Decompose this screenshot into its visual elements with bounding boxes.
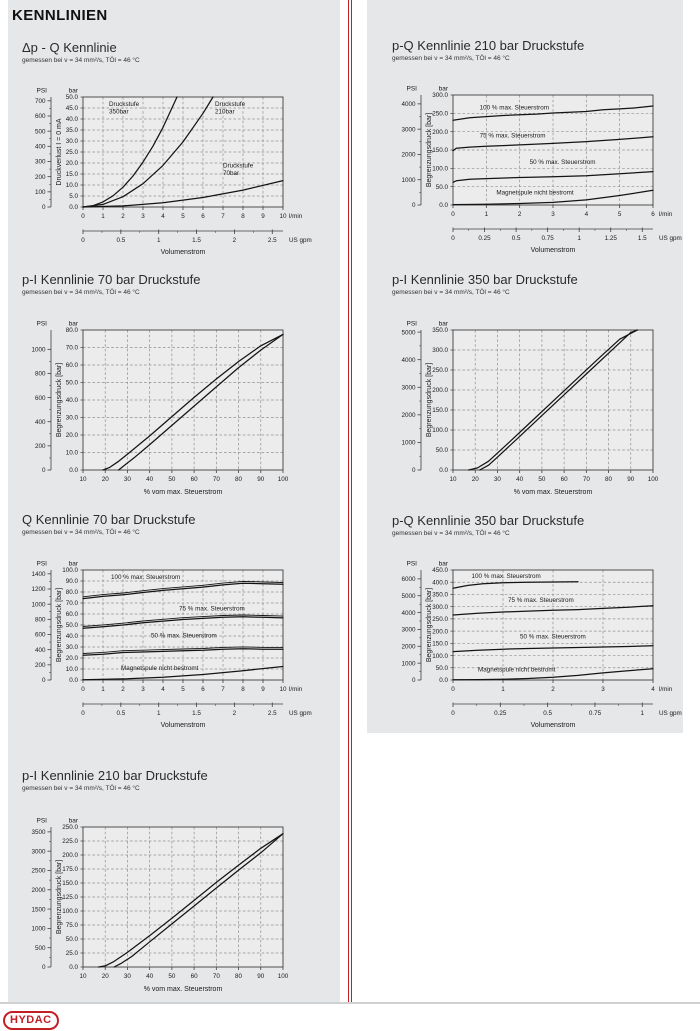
svg-text:3: 3 — [141, 213, 145, 220]
svg-text:0.75: 0.75 — [588, 710, 602, 717]
svg-text:1: 1 — [640, 710, 645, 717]
svg-text:1000: 1000 — [401, 439, 416, 447]
svg-text:400.0: 400.0 — [432, 579, 448, 587]
chart-plot-p-i-kennlinie-210bar — [7, 815, 329, 997]
svg-text:100: 100 — [277, 476, 289, 483]
svg-text:Begrenzungsdruck [bar]: Begrenzungsdruck [bar] — [426, 112, 433, 188]
svg-text:4000: 4000 — [401, 101, 416, 109]
svg-text:400: 400 — [34, 646, 46, 654]
chart-plot-p-q-kennlinie-210bar — [377, 83, 699, 257]
svg-text:20.0: 20.0 — [65, 160, 78, 168]
red-column-separator — [348, 0, 352, 1002]
svg-text:100 % max. Steuerstrom: 100 % max. Steuerstrom — [471, 572, 541, 580]
svg-text:25.0: 25.0 — [65, 149, 78, 157]
chart-title-q-70: Q Kennlinie 70 bar Druckstufe — [22, 512, 196, 527]
svg-text:250.0: 250.0 — [432, 616, 448, 624]
svg-text:600: 600 — [34, 394, 46, 402]
svg-text:70.0: 70.0 — [65, 344, 78, 352]
chart-subtitle-pi-70: gemessen bei ν = 34 mm²/s, TÖl = 46 °C — [22, 289, 140, 296]
svg-text:50 % max. Steuerstrom: 50 % max. Steuerstrom — [520, 633, 586, 641]
chart-subtitle-pi-350: gemessen bei ν = 34 mm²/s, TÖl = 46 °C — [392, 289, 510, 296]
svg-text:20: 20 — [101, 973, 109, 980]
svg-text:2: 2 — [232, 237, 237, 244]
svg-text:3: 3 — [601, 686, 605, 693]
svg-text:50.0: 50.0 — [65, 94, 78, 102]
svg-text:1000: 1000 — [401, 660, 416, 668]
svg-text:300.0: 300.0 — [432, 92, 448, 100]
svg-text:l/min: l/min — [659, 686, 673, 693]
svg-text:100.0: 100.0 — [432, 427, 448, 435]
svg-text:6: 6 — [651, 211, 655, 218]
svg-text:30: 30 — [123, 973, 131, 980]
svg-text:5: 5 — [181, 686, 185, 693]
svg-text:90: 90 — [627, 476, 635, 483]
svg-text:3000: 3000 — [31, 848, 46, 856]
svg-text:0: 0 — [81, 213, 85, 220]
svg-text:50 % max. Steuerstrom: 50 % max. Steuerstrom — [529, 158, 596, 166]
svg-text:100.0: 100.0 — [432, 165, 448, 173]
svg-text:0: 0 — [451, 235, 455, 242]
svg-text:2000: 2000 — [31, 886, 46, 894]
svg-text:80.0: 80.0 — [65, 327, 78, 335]
svg-text:0: 0 — [451, 211, 455, 218]
svg-text:200.0: 200.0 — [432, 387, 448, 395]
svg-text:75 % max. Steuerstrom: 75 % max. Steuerstrom — [479, 132, 546, 140]
svg-text:PSI: PSI — [36, 560, 47, 568]
svg-text:5: 5 — [181, 213, 185, 220]
svg-text:500: 500 — [34, 944, 46, 952]
svg-text:30.0: 30.0 — [65, 644, 78, 652]
svg-text:0: 0 — [451, 710, 455, 717]
svg-text:0: 0 — [411, 467, 416, 475]
svg-text:PSI: PSI — [406, 320, 417, 328]
svg-text:10.0: 10.0 — [65, 182, 78, 190]
svg-text:200.0: 200.0 — [432, 128, 448, 136]
svg-text:0: 0 — [41, 964, 46, 972]
svg-text:50.0: 50.0 — [435, 447, 448, 455]
svg-text:10: 10 — [79, 973, 87, 980]
chart-title-pq-350: p-Q Kennlinie 350 bar Druckstufe — [392, 513, 585, 528]
svg-text:Magnetspule nicht bestromt: Magnetspule nicht bestromt — [121, 665, 199, 673]
svg-text:10.0: 10.0 — [65, 449, 78, 457]
chart-subtitle-pq-350: gemessen bei ν = 34 mm²/s, TÖl = 46 °C — [392, 530, 510, 537]
svg-text:10: 10 — [279, 686, 287, 693]
svg-text:4: 4 — [651, 686, 655, 693]
svg-text:PSI: PSI — [406, 560, 417, 568]
svg-text:Volumenstrom: Volumenstrom — [160, 722, 206, 729]
svg-text:0.0: 0.0 — [439, 467, 448, 475]
svg-text:0: 0 — [81, 237, 85, 244]
svg-text:3000: 3000 — [401, 626, 416, 634]
chart-canvas-pq-350 — [377, 558, 699, 737]
chart-plot-p-i-kennlinie-350bar — [377, 318, 699, 500]
svg-text:350.0: 350.0 — [432, 327, 448, 335]
svg-text:20: 20 — [471, 476, 479, 483]
svg-text:10: 10 — [449, 476, 457, 483]
svg-text:350.0: 350.0 — [432, 591, 448, 599]
svg-text:1: 1 — [501, 686, 505, 693]
svg-text:1: 1 — [101, 686, 105, 693]
svg-text:2.5: 2.5 — [267, 710, 277, 717]
svg-text:35.0: 35.0 — [65, 127, 78, 135]
svg-text:2000: 2000 — [401, 412, 416, 420]
svg-text:US gpm: US gpm — [659, 710, 682, 717]
footer-divider — [0, 1002, 700, 1004]
chart-title-pi-210: p-I Kennlinie 210 bar Druckstufe — [22, 768, 208, 783]
svg-text:Begrenzungsdruck [bar]: Begrenzungsdruck [bar] — [56, 362, 63, 438]
svg-text:1.5: 1.5 — [637, 235, 647, 242]
svg-text:40.0: 40.0 — [65, 633, 78, 641]
svg-text:7: 7 — [221, 213, 225, 220]
svg-text:500: 500 — [34, 128, 46, 136]
svg-text:0: 0 — [41, 467, 46, 475]
svg-text:0: 0 — [411, 677, 416, 685]
svg-text:90: 90 — [257, 973, 265, 980]
svg-text:30: 30 — [123, 476, 131, 483]
svg-text:0.5: 0.5 — [116, 710, 126, 717]
svg-text:75.0: 75.0 — [65, 922, 78, 930]
svg-text:4000: 4000 — [401, 356, 416, 364]
svg-text:2000: 2000 — [401, 643, 416, 651]
chart-plot-p-i-kennlinie-70bar — [7, 318, 329, 500]
svg-text:1000: 1000 — [31, 925, 46, 933]
svg-text:80: 80 — [235, 476, 243, 483]
svg-text:15.0: 15.0 — [65, 171, 78, 179]
svg-text:3500: 3500 — [31, 829, 46, 837]
svg-text:450.0: 450.0 — [432, 567, 448, 575]
svg-text:0: 0 — [451, 686, 455, 693]
svg-text:4: 4 — [584, 211, 589, 218]
svg-text:100.0: 100.0 — [432, 652, 448, 660]
svg-text:Volumenstrom: Volumenstrom — [530, 247, 576, 254]
svg-text:25.0: 25.0 — [65, 950, 78, 958]
chart-plot-p-q-kennlinie-350bar — [377, 558, 699, 732]
svg-text:l/min: l/min — [659, 211, 673, 218]
svg-text:50.0: 50.0 — [65, 379, 78, 387]
svg-text:Begrenzungsdruck [bar]: Begrenzungsdruck [bar] — [426, 362, 433, 438]
svg-text:4: 4 — [161, 213, 165, 220]
svg-text:0.0: 0.0 — [439, 202, 448, 210]
svg-text:400: 400 — [34, 143, 46, 151]
svg-text:1: 1 — [577, 235, 581, 242]
svg-text:Volumenstrom: Volumenstrom — [160, 249, 206, 256]
svg-text:3: 3 — [141, 686, 145, 693]
svg-text:250.0: 250.0 — [432, 110, 448, 118]
svg-text:6000: 6000 — [401, 576, 416, 584]
svg-text:125.0: 125.0 — [62, 894, 78, 902]
svg-text:30.0: 30.0 — [65, 138, 78, 146]
chart-canvas-dp-q — [7, 85, 329, 264]
chart-title-pi-350: p-I Kennlinie 350 bar Druckstufe — [392, 272, 578, 287]
svg-text:200: 200 — [34, 173, 46, 181]
svg-text:100: 100 — [647, 476, 659, 483]
svg-text:US gpm: US gpm — [289, 237, 312, 244]
svg-text:50: 50 — [168, 973, 176, 980]
svg-text:70: 70 — [212, 973, 220, 980]
svg-text:2: 2 — [517, 211, 522, 218]
svg-text:1000: 1000 — [31, 601, 46, 609]
svg-text:40: 40 — [146, 973, 154, 980]
svg-text:150.0: 150.0 — [432, 640, 448, 648]
svg-text:1000: 1000 — [401, 176, 416, 184]
svg-text:5000: 5000 — [401, 329, 416, 337]
svg-text:60: 60 — [190, 476, 198, 483]
svg-text:8: 8 — [241, 213, 245, 220]
svg-text:5.0: 5.0 — [69, 193, 78, 201]
svg-text:6: 6 — [201, 213, 205, 220]
svg-text:bar: bar — [68, 560, 78, 568]
chart-canvas-pq-210 — [377, 83, 699, 262]
svg-text:Druckverlust I = 0 mA: Druckverlust I = 0 mA — [56, 118, 63, 186]
svg-text:1500: 1500 — [31, 906, 46, 914]
chart-subtitle-pi-210: gemessen bei ν = 34 mm²/s, TÖl = 46 °C — [22, 785, 140, 792]
svg-text:PSI: PSI — [36, 320, 47, 328]
svg-text:Druckstufe: Druckstufe — [109, 100, 140, 108]
svg-text:bar: bar — [438, 85, 448, 93]
svg-text:50.0: 50.0 — [435, 664, 448, 672]
svg-text:1: 1 — [101, 213, 105, 220]
svg-text:0: 0 — [411, 202, 416, 210]
svg-text:70.0: 70.0 — [65, 600, 78, 608]
chart-subtitle-q-70: gemessen bei ν = 34 mm²/s, TÖl = 46 °C — [22, 529, 140, 536]
svg-text:20.0: 20.0 — [65, 432, 78, 440]
chart-plot-dp-q-kennlinie — [7, 85, 329, 259]
svg-text:Volumenstrom: Volumenstrom — [530, 722, 576, 729]
svg-text:250.0: 250.0 — [62, 824, 78, 832]
svg-text:1200: 1200 — [31, 586, 46, 594]
svg-text:bar: bar — [68, 817, 78, 825]
svg-text:0.25: 0.25 — [478, 235, 491, 242]
chart-canvas-pi-70 — [7, 318, 329, 505]
chart-canvas-pi-350 — [377, 318, 699, 505]
svg-text:80: 80 — [605, 476, 613, 483]
svg-text:PSI: PSI — [36, 817, 47, 825]
svg-text:30: 30 — [493, 476, 501, 483]
svg-text:300.0: 300.0 — [432, 347, 448, 355]
svg-text:200.0: 200.0 — [62, 852, 78, 860]
svg-text:150.0: 150.0 — [432, 407, 448, 415]
svg-text:5000: 5000 — [401, 592, 416, 600]
svg-text:350bar: 350bar — [109, 108, 129, 116]
svg-text:0: 0 — [81, 710, 85, 717]
svg-text:1000: 1000 — [31, 346, 46, 354]
svg-text:2: 2 — [551, 686, 555, 693]
svg-text:5: 5 — [617, 211, 622, 218]
svg-text:60.0: 60.0 — [65, 362, 78, 370]
svg-text:0: 0 — [41, 204, 46, 212]
svg-text:Magnetspule nicht bestromt: Magnetspule nicht bestromt — [478, 666, 556, 674]
svg-text:100.0: 100.0 — [62, 908, 78, 916]
svg-text:75 % max. Steuerstrom: 75 % max. Steuerstrom — [508, 596, 574, 604]
svg-text:PSI: PSI — [406, 85, 417, 93]
svg-text:10: 10 — [279, 213, 287, 220]
svg-text:100.0: 100.0 — [62, 567, 78, 575]
svg-text:1: 1 — [156, 237, 161, 244]
svg-text:9: 9 — [261, 213, 265, 220]
svg-text:45.0: 45.0 — [65, 105, 78, 113]
svg-text:2: 2 — [232, 710, 237, 717]
svg-text:40.0: 40.0 — [65, 397, 78, 405]
svg-text:50 % max. Steuerstrom: 50 % max. Steuerstrom — [151, 632, 217, 640]
svg-text:1.5: 1.5 — [192, 237, 201, 244]
svg-text:100 % max. Steuerstrom: 100 % max. Steuerstrom — [111, 573, 181, 581]
chart-canvas-q-70 — [7, 558, 329, 737]
page-title: KENNLINIEN — [12, 7, 108, 24]
svg-text:210bar: 210bar — [215, 108, 235, 116]
svg-text:0.5: 0.5 — [511, 235, 521, 242]
svg-text:0: 0 — [41, 677, 46, 685]
svg-text:800: 800 — [34, 370, 46, 378]
svg-text:175.0: 175.0 — [62, 866, 78, 874]
svg-text:60.0: 60.0 — [65, 611, 78, 619]
svg-text:2: 2 — [121, 213, 125, 220]
chart-title-pq-210: p-Q Kennlinie 210 bar Druckstufe — [392, 38, 585, 53]
svg-text:40: 40 — [146, 476, 154, 483]
svg-text:50.0: 50.0 — [435, 183, 448, 191]
svg-text:10.0: 10.0 — [65, 666, 78, 674]
svg-text:Begrenzungsdruck [bar]: Begrenzungsdruck [bar] — [56, 587, 63, 663]
svg-text:10: 10 — [79, 476, 87, 483]
chart-subtitle-dp-q: gemessen bei ν = 34 mm²/s, TÖl = 46 °C — [22, 57, 140, 64]
svg-text:20: 20 — [101, 476, 109, 483]
svg-text:% vom max. Steuerstrom: % vom max. Steuerstrom — [513, 489, 593, 496]
svg-text:80.0: 80.0 — [65, 589, 78, 597]
svg-text:50.0: 50.0 — [65, 622, 78, 630]
svg-text:Begrenzungsdruck [bar]: Begrenzungsdruck [bar] — [426, 587, 433, 663]
svg-text:600: 600 — [34, 113, 46, 121]
svg-text:90.0: 90.0 — [65, 578, 78, 586]
svg-text:90: 90 — [257, 476, 265, 483]
chart-title-dp-q: Δp - Q Kennlinie — [22, 40, 117, 55]
svg-text:70bar: 70bar — [223, 169, 240, 177]
svg-text:225.0: 225.0 — [62, 838, 78, 846]
svg-text:60: 60 — [190, 973, 198, 980]
chart-plot-q-kennlinie-70bar — [7, 558, 329, 732]
svg-text:200.0: 200.0 — [432, 628, 448, 636]
svg-text:bar: bar — [68, 87, 78, 95]
svg-text:0.0: 0.0 — [69, 677, 78, 685]
svg-text:400: 400 — [34, 418, 46, 426]
svg-text:bar: bar — [68, 320, 78, 328]
svg-text:3: 3 — [551, 211, 555, 218]
svg-text:0: 0 — [81, 686, 85, 693]
svg-text:7: 7 — [221, 686, 225, 693]
svg-text:150.0: 150.0 — [62, 880, 78, 888]
svg-text:0.25: 0.25 — [494, 710, 507, 717]
svg-text:Magnetspule nicht bestromt: Magnetspule nicht bestromt — [496, 189, 574, 197]
svg-text:200: 200 — [34, 662, 46, 670]
svg-text:40.0: 40.0 — [65, 116, 78, 124]
svg-text:80: 80 — [235, 973, 243, 980]
svg-text:20.0: 20.0 — [65, 655, 78, 663]
chart-title-pi-70: p-I Kennlinie 70 bar Druckstufe — [22, 272, 201, 287]
svg-text:% vom max. Steuerstrom: % vom max. Steuerstrom — [143, 489, 223, 496]
svg-text:70: 70 — [582, 476, 590, 483]
svg-text:2.5: 2.5 — [267, 237, 277, 244]
svg-text:50: 50 — [538, 476, 546, 483]
hydac-logo: HYDAC — [3, 1011, 59, 1030]
svg-text:0.75: 0.75 — [541, 235, 554, 242]
svg-text:l/min: l/min — [289, 686, 303, 693]
svg-text:30.0: 30.0 — [65, 414, 78, 422]
svg-text:100: 100 — [277, 973, 289, 980]
svg-text:300.0: 300.0 — [432, 603, 448, 611]
svg-text:75 % max. Steuerstrom: 75 % max. Steuerstrom — [179, 605, 245, 613]
svg-text:250.0: 250.0 — [432, 367, 448, 375]
svg-text:700: 700 — [34, 98, 46, 106]
svg-text:2500: 2500 — [31, 867, 46, 875]
svg-text:60: 60 — [560, 476, 568, 483]
svg-text:6: 6 — [201, 686, 205, 693]
svg-text:40: 40 — [516, 476, 524, 483]
svg-text:0.0: 0.0 — [69, 964, 78, 972]
svg-text:70: 70 — [212, 476, 220, 483]
svg-text:l/min: l/min — [289, 213, 303, 220]
svg-text:800: 800 — [34, 616, 46, 624]
svg-text:100: 100 — [34, 189, 46, 197]
svg-text:1.5: 1.5 — [192, 710, 201, 717]
svg-text:100 % max. Steuerstrom: 100 % max. Steuerstrom — [479, 104, 549, 112]
svg-text:0.0: 0.0 — [69, 204, 78, 212]
svg-text:4000: 4000 — [401, 609, 416, 617]
svg-text:300: 300 — [34, 158, 46, 166]
svg-text:1: 1 — [484, 211, 489, 218]
svg-text:50: 50 — [168, 476, 176, 483]
svg-text:2000: 2000 — [401, 151, 416, 159]
svg-text:Druckstufe: Druckstufe — [223, 162, 254, 170]
svg-text:1400: 1400 — [31, 571, 46, 579]
svg-text:% vom max. Steuerstrom: % vom max. Steuerstrom — [143, 986, 223, 993]
svg-text:0.0: 0.0 — [69, 467, 78, 475]
svg-text:0.0: 0.0 — [439, 677, 448, 685]
svg-text:3000: 3000 — [401, 384, 416, 392]
chart-canvas-pi-210 — [7, 815, 329, 1002]
svg-text:9: 9 — [261, 686, 265, 693]
svg-text:150.0: 150.0 — [432, 147, 448, 155]
svg-text:bar: bar — [438, 560, 448, 568]
svg-text:8: 8 — [241, 686, 245, 693]
svg-text:PSI: PSI — [36, 87, 47, 95]
svg-text:0.5: 0.5 — [116, 237, 126, 244]
svg-text:US gpm: US gpm — [659, 235, 682, 242]
svg-text:1: 1 — [156, 710, 161, 717]
svg-text:1.25: 1.25 — [604, 235, 617, 242]
chart-subtitle-pq-210: gemessen bei ν = 34 mm²/s, TÖl = 46 °C — [392, 55, 510, 62]
svg-text:0.5: 0.5 — [543, 710, 553, 717]
svg-text:600: 600 — [34, 631, 46, 639]
svg-text:4: 4 — [161, 686, 165, 693]
svg-text:bar: bar — [438, 320, 448, 328]
svg-text:50.0: 50.0 — [65, 936, 78, 944]
svg-text:US gpm: US gpm — [289, 710, 312, 717]
svg-text:3000: 3000 — [401, 126, 416, 134]
svg-text:Begrenzungsdruck [bar]: Begrenzungsdruck [bar] — [56, 859, 63, 935]
svg-text:Druckstufe: Druckstufe — [215, 100, 246, 108]
svg-text:200: 200 — [34, 443, 46, 451]
svg-text:2: 2 — [121, 686, 125, 693]
